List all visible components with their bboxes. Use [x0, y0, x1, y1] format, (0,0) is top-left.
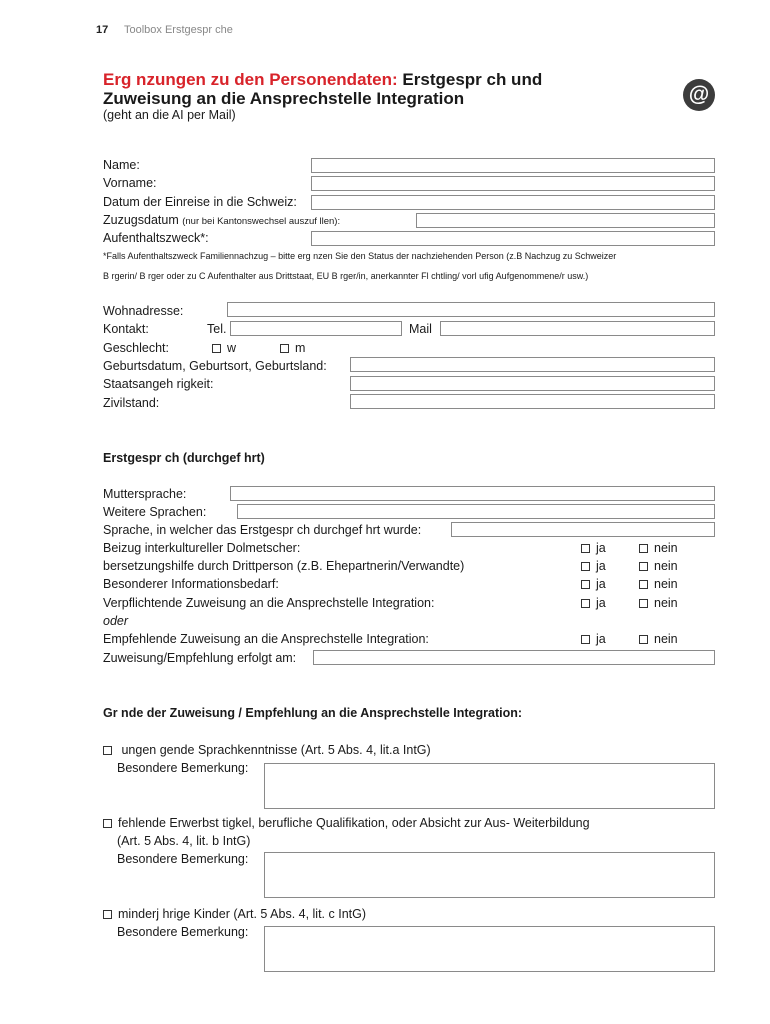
checkbox[interactable] [639, 544, 648, 553]
gender-w-option[interactable] [212, 341, 236, 356]
reason-erwerb[interactable] [103, 816, 590, 831]
bemerkung-label-2: Besondere Bemerkung: [117, 852, 249, 866]
geburt-label: Geburtsdatum, Geburtsort, Geburtsland: [103, 359, 327, 373]
dolmetscher-ja[interactable] [581, 541, 606, 556]
page-title [103, 70, 542, 108]
zuzug-label [103, 213, 340, 229]
erfolgt-label: Zuweisung/Empfehlung erfolgt am: [103, 651, 297, 665]
geburt-field[interactable] [350, 357, 715, 372]
weitere-field[interactable] [237, 504, 715, 519]
zivil-label: Zivilstand: [103, 396, 160, 410]
nein-label: nein [654, 541, 678, 555]
footnote-line1: *Falls Aufenthaltszweck Familiennachzug – bitte erg nzen Sie den Status der nachziehenden Person (z.B Nachzug zu Schweizer [103, 251, 617, 261]
gender-m-option[interactable] [280, 341, 305, 356]
erfolgt-field[interactable] [313, 650, 715, 665]
dolmetscher-nein[interactable] [639, 541, 678, 556]
bemerkung-field-2[interactable] [264, 852, 715, 898]
empfehlend-ja[interactable] [581, 632, 606, 647]
name-field[interactable] [311, 158, 715, 173]
reason1-label: ungen gende Sprachkenntnisse (Art. 5 Abs. 4, lit.a IntG) [118, 743, 431, 757]
verpflichtend-label: Verpflichtende Zuweisung an die Ansprechstelle Integration: [103, 596, 435, 610]
zuzug-text: Zuzugsdatum [103, 213, 179, 227]
ja-label: ja [596, 541, 606, 555]
tel-label: Tel. [207, 322, 227, 336]
title-rest: Erstgespr ch und [397, 70, 543, 89]
zweck-field[interactable] [311, 231, 715, 246]
tel-field[interactable] [230, 321, 402, 336]
checkbox-m[interactable] [280, 344, 289, 353]
mail-label: Mail [409, 322, 432, 336]
erstgespraech-heading: Erstgespr ch (durchgef hrt) [103, 451, 265, 465]
gender-w-label: w [227, 341, 237, 355]
kontakt-label: Kontakt: [103, 322, 149, 336]
dolmetscher-label: Beizug interkultureller Dolmetscher: [103, 541, 301, 555]
uebersetzung-ja[interactable] [581, 559, 606, 574]
checkbox[interactable] [581, 562, 590, 571]
bemerkung-label-1: Besondere Bemerkung: [117, 761, 249, 775]
bemerkung-field-1[interactable] [264, 763, 715, 809]
vorname-field[interactable] [311, 176, 715, 191]
checkbox[interactable] [639, 635, 648, 644]
oder-label: oder [103, 614, 129, 628]
info-nein[interactable] [639, 577, 678, 592]
zuzug-field[interactable] [416, 213, 715, 228]
geschlecht-label: Geschlecht: [103, 341, 170, 355]
checkbox[interactable] [581, 580, 590, 589]
gruende-heading: Gr nde der Zuweisung / Empfehlung an die Ansprechstelle Integration: [103, 706, 523, 720]
sprache-label: Sprache, in welcher das Erstgespr ch durchgef hrt wurde: [103, 523, 422, 537]
mail-field[interactable] [440, 321, 715, 336]
checkbox[interactable] [639, 599, 648, 608]
bemerkung-label-3: Besondere Bemerkung: [117, 925, 249, 939]
checkbox-w[interactable] [212, 344, 221, 353]
weitere-label: Weitere Sprachen: [103, 505, 207, 519]
verpflichtend-ja[interactable] [581, 596, 606, 611]
nein-label: nein [654, 632, 678, 646]
checkbox[interactable] [581, 599, 590, 608]
sprache-field[interactable] [451, 522, 715, 537]
at-sign-icon: @ [683, 79, 715, 111]
ja-label: ja [596, 632, 606, 646]
info-label: Besonderer Informationsbedarf: [103, 577, 279, 591]
reason-sprachkenntnisse[interactable] [103, 743, 431, 758]
einreise-label: Datum der Einreise in die Schweiz: [103, 195, 297, 209]
page-number: 17 [96, 24, 109, 36]
checkbox[interactable] [581, 635, 590, 644]
reason2-article: (Art. 5 Abs. 4, lit. b IntG) [117, 834, 251, 848]
wohnadresse-field[interactable] [227, 302, 715, 317]
mutter-label: Muttersprache: [103, 487, 187, 501]
info-ja[interactable] [581, 577, 606, 592]
wohnadresse-label: Wohnadresse: [103, 304, 184, 318]
checkbox[interactable] [103, 910, 112, 919]
staat-label: Staatsangeh rigkeit: [103, 377, 214, 391]
subtitle: (geht an die AI per Mail) [103, 108, 236, 122]
ja-label: ja [596, 559, 606, 573]
checkbox[interactable] [103, 746, 112, 755]
zuzug-note: (nur bei Kantonswechsel auszuf llen): [182, 216, 341, 227]
ja-label: ja [596, 577, 606, 591]
einreise-field[interactable] [311, 195, 715, 210]
title-highlight: Erg nzungen zu den Personendaten: [103, 70, 398, 89]
title-line2: Zuweisung an die Ansprechstelle Integration [103, 89, 465, 108]
empfehlend-label: Empfehlende Zuweisung an die Ansprechstelle Integration: [103, 632, 429, 646]
reason3-label: minderj hrige Kinder (Art. 5 Abs. 4, lit. c IntG) [118, 907, 367, 921]
name-label: Name: [103, 158, 140, 172]
checkbox[interactable] [639, 580, 648, 589]
zweck-label: Aufenthaltszweck*: [103, 231, 209, 245]
checkbox[interactable] [103, 819, 112, 828]
footnote-line2: B rgerin/ B rger oder zu C Aufenthalter aus Drittstaat, EU B rger/in, anerkannter Fl chtling/ vorl ufig Aufgenommene/r usw.) [103, 271, 589, 281]
mutter-field[interactable] [230, 486, 715, 501]
vorname-label: Vorname: [103, 176, 157, 190]
reason2-label: fehlende Erwerbst tigkel, berufliche Qualifikation, oder Absicht zur Aus- Weiterbildung [118, 816, 590, 830]
empfehlend-nein[interactable] [639, 632, 678, 647]
uebersetzung-label: bersetzungshilfe durch Drittperson (z.B. Ehepartnerin/Verwandte) [103, 559, 465, 573]
checkbox[interactable] [581, 544, 590, 553]
nein-label: nein [654, 559, 678, 573]
staat-field[interactable] [350, 376, 715, 391]
bemerkung-field-3[interactable] [264, 926, 715, 972]
ja-label: ja [596, 596, 606, 610]
zivil-field[interactable] [350, 394, 715, 409]
reason-kinder[interactable] [103, 907, 366, 922]
checkbox[interactable] [639, 562, 648, 571]
verpflichtend-nein[interactable] [639, 596, 678, 611]
nein-label: nein [654, 577, 678, 591]
nein-label: nein [654, 596, 678, 610]
gender-m-label: m [295, 341, 306, 355]
uebersetzung-nein[interactable] [639, 559, 678, 574]
running-title: Toolbox Erstgespr che [124, 24, 233, 36]
